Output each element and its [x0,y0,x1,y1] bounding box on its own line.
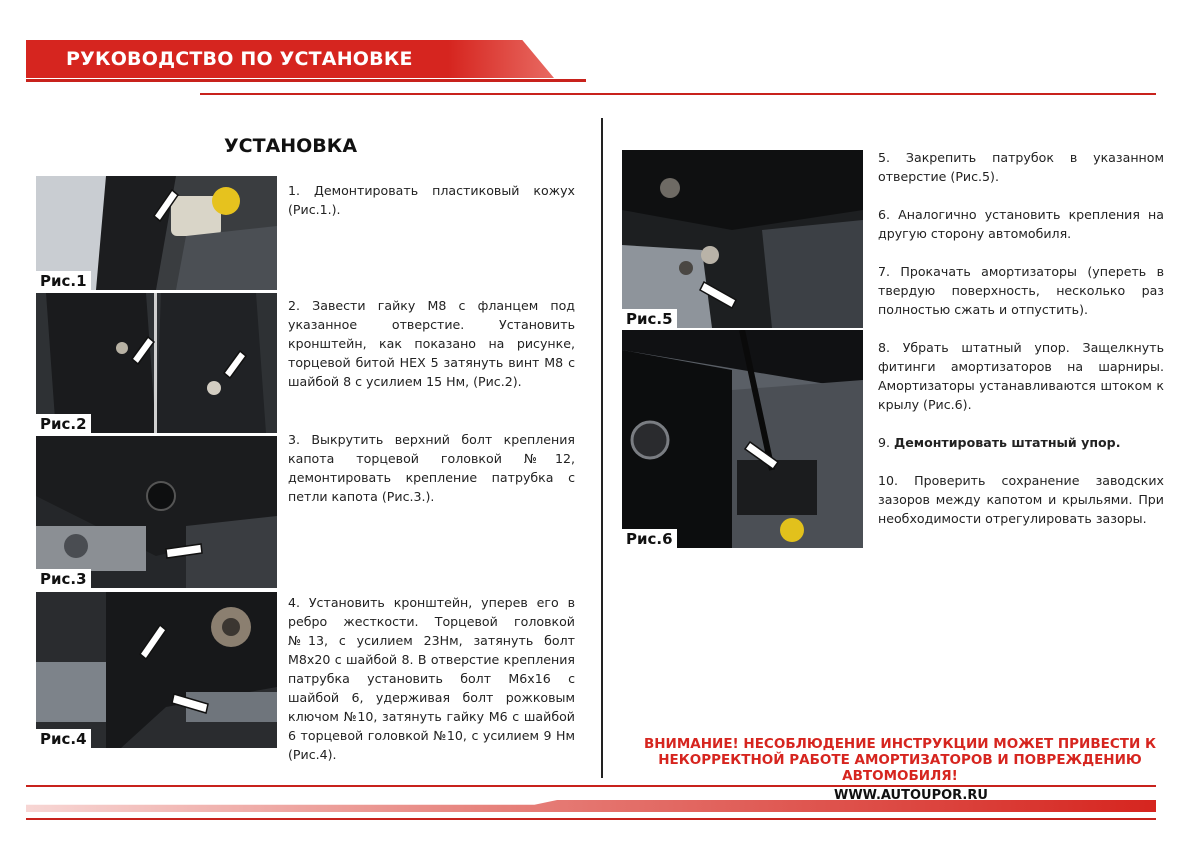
header-rule-bottom [200,93,1156,95]
step-6: 6. Аналогично установить крепления на другую сторону автомобиля. [878,207,1164,241]
step-1: 1. Демонтировать пластиковый кожух (Рис.1.). [288,183,575,217]
section-title: УСТАНОВКА [224,135,358,157]
photo-fig1 [36,176,277,290]
step-4: 4. Установить кронштейн, уперев его в ребро жесткости. Торцевой головкой №13, с усилием 23Нм, затянуть болт М8х20 с шайбой 8. В отверстие крепления патрубка установить болт М6х16 с шайбой 6, удерживая болт рожковым ключом №10, затянуть гайку М6 с шайбой 6 торцевой головкой №10, с усилием 9 Нм (Рис.4). [288,595,575,762]
step-9 [878,433,1164,452]
step-8: 8. Убрать штатный упор. Защелкнуть фитинги амортизаторов на шарниры. Амортизаторы устанавливаются штоком к крылу (Рис.6). [878,340,1164,412]
column-divider [601,118,603,778]
step-7: 7. Прокачать амортизаторы (упереть в твердую поверхность, несколько раз полностью сжать и отпустить). [878,264,1164,317]
header-rule-top [26,79,586,82]
step-9-number: 9. [878,435,895,450]
figure-label: Рис.6 [622,529,677,548]
step-3: 3. Выкрутить верхний болт крепления капота торцевой головкой №12, демонтировать крепление патрубка с петли капота (Рис.3.). [288,432,575,504]
figure-label: Рис.2 [36,414,91,433]
photo-fig6 [622,330,863,548]
step-9-bold: Демонтировать штатный упор. [894,435,1121,450]
step-10: 10. Проверить сохранение заводских зазоров между капотом и крыльями. При необходимости отрегулировать зазоры. [878,473,1164,526]
step-2: 2. Завести гайку М8 с фланцем под указанное отверстие. Установить кронштейн, как показано на рисунке, торцевой битой HEX 5 затянуть винт М8 с шайбой 8 с усилием 15 Нм, (Рис.2). [288,298,575,389]
photo-fig5 [622,150,863,328]
figure-label: Рис.3 [36,569,91,588]
footer-website[interactable]: WWW.AUTOUPOR.RU [834,788,988,803]
photo-fig3 [36,436,277,588]
footer-rule-bottom [26,818,1156,820]
footer-rule-top [26,785,1156,787]
photo-fig4 [36,592,277,748]
photo-fig2 [36,293,277,433]
step-5: 5. Закрепить патрубок в указанном отверстие (Рис.5). [878,150,1164,184]
warning-text: ВНИМАНИЕ! НЕСОБЛЮДЕНИЕ ИНСТРУКЦИИ МОЖЕТ ПРИВЕСТИ К НЕКОРРЕКТНОЙ РАБОТЕ АМОРТИЗАТОРОВ И ПОВРЕЖДЕНИЮ АВТОМОБИЛЯ! [643,736,1157,784]
header-title: РУКОВОДСТВО ПО УСТАНОВКЕ [66,48,413,70]
figure-label: Рис.1 [36,271,91,290]
figure-label: Рис.5 [622,309,677,328]
figure-label: Рис.4 [36,729,91,748]
